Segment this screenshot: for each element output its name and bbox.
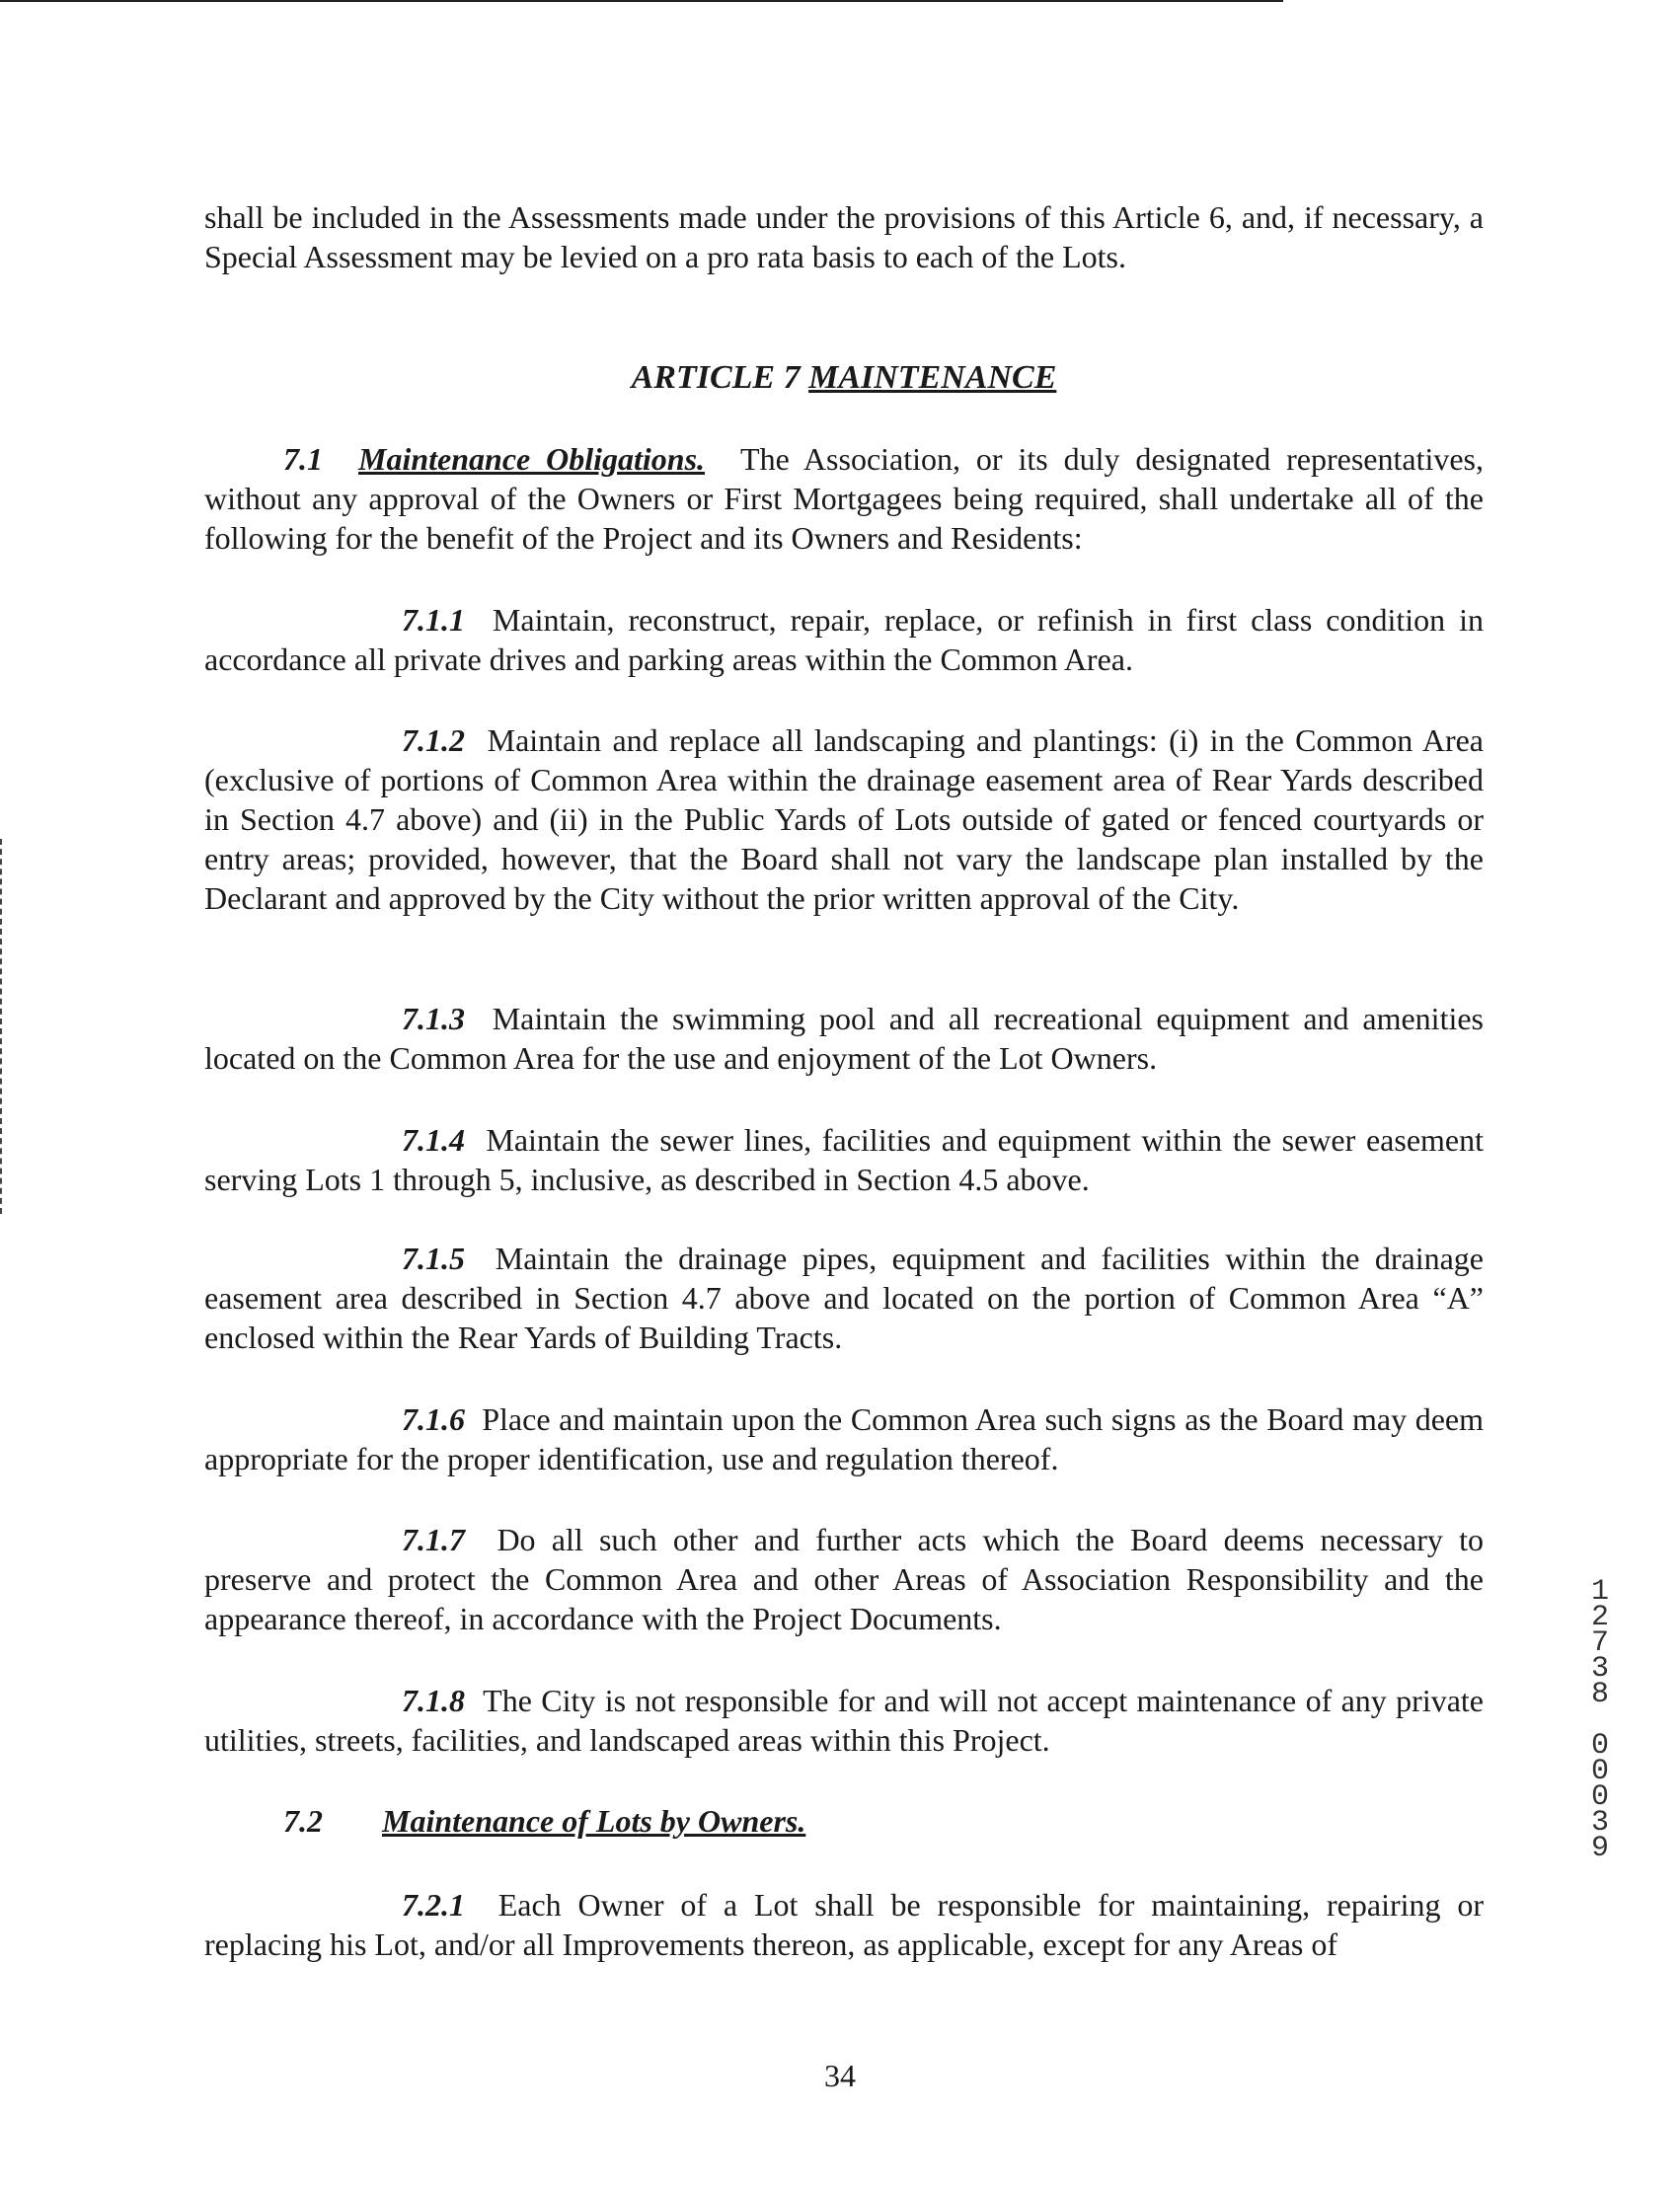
subsection-number: 7.1.3 [402,1001,465,1036]
subsection-7-1-1 [204,600,1484,679]
subsection-text: Maintain the drainage pipes, equipment and facilities within the drainage easement area described in Section 4.7 above and located on the portion of Common Area “A” enclosed within the Rear Yards of Building Tracts. [204,1241,1485,1355]
subsection-7-1-5 [204,1239,1484,1357]
subsection-number: 7.2.1 [402,1887,465,1923]
recording-number-part1: 12738 [1590,1575,1609,1711]
article-heading [204,358,1484,398]
section-text: The Association, or its duly designated representatives, without any approval of the Owners or First Mortgagees being required, shall undertake all of the following for the benefit of the Project and its Owners and Residents: [204,441,1484,556]
subsection-7-1-7 [204,1520,1484,1638]
subsection-number: 7.1.2 [402,722,465,758]
subsection-text: Maintain the swimming pool and all recreational equipment and amenities located on the Common Area for the use and enjoyment of the Lot Owners. [204,1001,1485,1076]
subsection-7-1-8 [204,1681,1484,1760]
top-edge-rule [0,0,1283,2]
section-7-2 [204,1801,1484,1841]
subsection-7-1-6 [204,1399,1484,1478]
subsection-text: Do all such other and further acts which the Board deems necessary to preserve and protect the Common Area and other Areas of Association Responsibility and the appearance thereof, in accordance with the Project Documents. [204,1522,1485,1636]
section-number: 7.1 [283,441,323,477]
section-title: Maintenance Obligations. [358,441,706,477]
subsection-7-1-4 [204,1120,1484,1199]
subsection-number: 7.1.1 [402,602,465,638]
intro-paragraph: shall be included in the Assessments made under the provisions of this Article 6, and, if necessary, a Special Assessment may be levied on a pro rata basis to each of the Lots. [204,199,1484,274]
subsection-7-1-2 [204,720,1484,918]
article-title: MAINTENANCE [808,359,1057,396]
subsection-text: Each Owner of a Lot shall be responsible for maintaining, repairing or replacing his Lot, and/or all Improvements thereon, as applicable, except for any Areas of [204,1887,1485,1962]
subsection-text: Maintain and replace all landscaping and plantings: (i) in the Common Area (exclusive of portions of Common Area within the drainage easement area of Rear Yards described in Section 4.7 above) and (ii) in the Public Yards of Lots outside of gated or fenced courtyards or entry areas; provided, however, that the Board shall not vary the landscape plan installed by the Declarant and approved by the City without the prior written approval of the City. [204,722,1485,916]
subsection-text: The City is not responsible for and will not accept maintenance of any private utilities, streets, facilities, and landscaped areas within this Project. [204,1683,1485,1758]
subsection-number: 7.1.7 [402,1522,465,1557]
subsection-text: Place and maintain upon the Common Area such signs as the Board may deem appropriate for the proper identification, use and regulation thereof. [204,1401,1485,1476]
section-number: 7.2 [283,1803,323,1839]
subsection-number: 7.1.4 [402,1122,465,1158]
subsection-number: 7.1.8 [402,1683,465,1718]
recording-number-part2: 00039 [1590,1729,1609,1865]
recording-number [1585,1575,1615,1865]
article-prefix: ARTICLE 7 [631,359,801,396]
section-7-1 [204,439,1484,558]
subsection-number: 7.1.6 [402,1401,465,1437]
subsection-7-2-1 [204,1885,1484,1964]
subsection-7-1-3 [204,999,1484,1078]
page-number: 34 [824,2058,856,2093]
subsection-text: Maintain, reconstruct, repair, replace, or refinish in first class condition in accordance all private drives and parking areas within the Common Area. [204,602,1484,677]
scan-edge-mark [0,839,4,1214]
subsection-text: Maintain the sewer lines, facilities and equipment within the sewer easement serving Lots 1 through 5, inclusive, as described in Section 4.5 above. [204,1122,1485,1197]
section-title: Maintenance of Lots by Owners. [382,1803,806,1839]
subsection-number: 7.1.5 [402,1241,465,1276]
